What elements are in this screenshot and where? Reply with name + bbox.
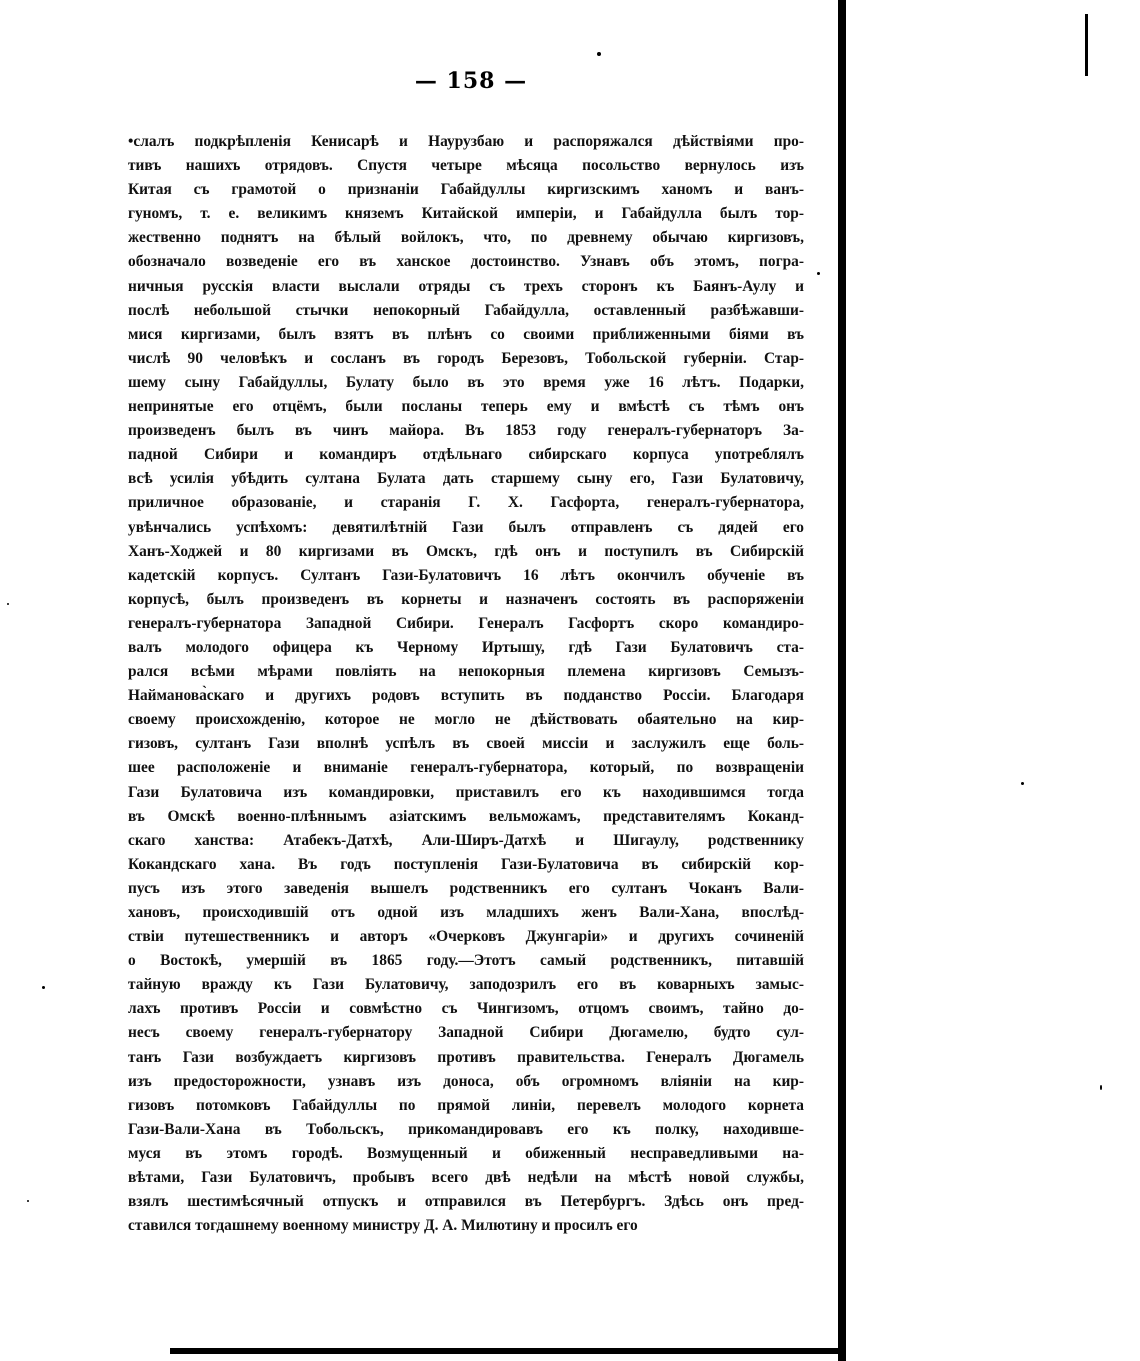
text-line: корпусѣ, былъ произведенъ въ корнеты и назначенъ состоять въ распоряженіи — [128, 590, 804, 608]
text-line: ставился тогдашнему военному министру Д. А. Милютину и просилъ его — [128, 1217, 638, 1235]
text-line: послѣ небольшой стычки непокорный Габайдулла, оставленный разбѣжавши- — [128, 301, 804, 319]
text-line: несъ своему генералъ-губернатору Западной Сибири Дюгамелю, будто сул- — [128, 1024, 804, 1042]
page-gutter-shadow — [838, 0, 846, 1361]
text-line: мися киргизами, былъ взятъ въ плѣнъ со своими приближенными біями въ — [128, 325, 804, 343]
text-line: лахъ противъ Россіи и совмѣстно съ Чингизомъ, отцомъ своимъ, тайно до- — [128, 1000, 804, 1018]
text-line: муся въ этомъ городѣ. Возмущенный и обиженный несправедливыми на- — [128, 1144, 804, 1162]
body-text — [128, 130, 804, 1238]
text-line: произведенъ былъ въ чинъ майора. Въ 1853 году генералъ-губернаторъ За- — [128, 422, 804, 440]
text-line: увѣнчались успѣхомъ: девятилѣтній Гази былъ отправленъ съ дядей его — [128, 518, 804, 536]
text-line: непринятые его отцёмъ, были посланы теперь ему и вмѣстѣ съ тѣмъ онъ — [128, 398, 804, 416]
text-line: ничныя русскія власти выслали отряды съ трехъ сторонъ къ Баянъ-Аулу и — [128, 277, 804, 295]
text-line: шее расположеніе и вниманіе генералъ-губернатора, который, по возвращеніи — [128, 759, 804, 777]
text-line: о Востокѣ, умершій въ 1865 году.—Этотъ самый родственникъ, питавшій — [128, 952, 804, 970]
text-line: своему происхожденію, которое не могло не дѣйствовать обаятельно на кир- — [128, 711, 804, 729]
scan-speck — [817, 272, 820, 275]
scan-speck — [597, 52, 601, 56]
scan-speck — [42, 986, 45, 989]
text-line: жественно поднятъ на бѣлый войлокъ, что, по древнему обычаю киргизовъ, — [128, 229, 804, 247]
text-line: ствіи путешественникъ и авторъ «Очерковъ Джунгаріи» и другихъ сочиненій — [128, 928, 804, 946]
text-line: валъ молодого офицера къ Черному Иртышу, гдѣ Гази Булатовичъ ста- — [128, 638, 804, 656]
text-line: обозначало возведеніе его въ ханское достоинство. Узнавъ объ этомъ, погра- — [128, 253, 804, 271]
page-bottom-edge — [170, 1348, 842, 1354]
text-line: танъ Гази возбуждаетъ киргизовъ противъ правительства. Генералъ Дюгамель — [128, 1048, 804, 1066]
scan-speck — [1100, 1085, 1102, 1090]
text-line: пусъ изъ этого заведенія вышелъ родственникъ его султанъ Чоканъ Вали- — [128, 879, 804, 897]
margin-pen-mark — [1085, 14, 1088, 76]
scan-speck — [27, 1200, 29, 1202]
text-line: Гази Булатовича изъ командировки, приставилъ его къ находившимся тогда — [128, 783, 804, 801]
text-line: приличное образованіе, и старанія Г. Х. Гасфорта, генералъ-губернатора, — [128, 494, 804, 512]
text-line: рался всѣми мѣрами повліять на непокорныя племена киргизовъ Семызъ- — [128, 663, 804, 681]
text-line: вѣтами, Гази Булатовичъ, пробывъ всего двѣ недѣли на мѣстѣ новой службы, — [128, 1169, 804, 1187]
scan-speck — [1021, 782, 1024, 785]
text-line: тайную вражду къ Гази Булатовичу, заподозрилъ его въ коварныхъ замыс- — [128, 976, 804, 994]
text-line: гизовъ, султанъ Гази вполнѣ успѣлъ въ своей миссіи и заслужилъ еще боль- — [128, 735, 804, 753]
text-line: Найманова̀скаго и другихъ родовъ вступить въ подданство Россіи. Благодаря — [128, 687, 804, 705]
text-line: шему сыну Габайдуллы, Булату было въ это время уже 16 лѣтъ. Подарки, — [128, 373, 804, 391]
text-line: скаго ханства: Атабекъ-Датхѣ, Али-Ширъ-Датхѣ и Шигаулу, родственнику — [128, 831, 804, 849]
text-line: Китая съ грамотой о признаніи Габайдуллы киргизскимъ ханомъ и ванъ- — [128, 181, 804, 199]
text-line: гизовъ потомковъ Габайдуллы по прямой линіи, перевелъ молодого корнета — [128, 1096, 804, 1114]
text-line: изъ предосторожности, узнавъ изъ доноса, объ огромномъ вліяніи на кир- — [128, 1072, 804, 1090]
scan-speck — [7, 603, 9, 605]
text-line: Кокандскаго хана. Въ годъ поступленія Гази-Булатовича въ сибирскій кор- — [128, 855, 804, 873]
page-number: — 158 — — [414, 68, 528, 94]
text-line: всѣ усилія убѣдить султана Булата дать старшему сыну его, Гази Булатовичу, — [128, 470, 804, 488]
text-line: взялъ шестимѣсячный отпускъ и отправился въ Петербургъ. Здѣсь онъ пред- — [128, 1193, 804, 1211]
text-line: кадетскій корпусъ. Султанъ Гази-Булатовичъ 16 лѣтъ окончилъ обученіе въ — [128, 566, 804, 584]
text-line: числѣ 90 человѣкъ и сосланъ въ городъ Березовъ, Тобольской губерніи. Стар- — [128, 349, 804, 367]
text-line: •слалъ подкрѣпленія Кенисарѣ и Наурузбаю и распоряжался дѣйствіями про- — [128, 133, 804, 150]
text-line: гуномъ, т. е. великимъ княземъ Китайской имперіи, и Габайдулла былъ тор- — [128, 205, 804, 223]
text-line: Гази-Вали-Хана въ Тобольскъ, прикомандировавъ его къ полку, находившe- — [128, 1120, 804, 1138]
text-line: тивъ нашихъ отрядовъ. Спустя четыре мѣсяца посольство вернулось изъ — [128, 157, 804, 175]
text-line: падной Сибири и командиръ отдѣльнаго сибирскаго корпуса употреблялъ — [128, 446, 804, 464]
text-line: генералъ-губернатора Западной Сибири. Генералъ Гасфортъ скоро командиро- — [128, 614, 804, 632]
text-line: Ханъ-Ходжей и 80 киргизами въ Омскъ, гдѣ онъ и поступилъ въ Сибирскій — [128, 542, 804, 560]
text-line: въ Омскѣ военно-плѣннымъ азіатскимъ вельможамъ, представителямъ Коканд- — [128, 807, 804, 825]
text-line: хановъ, происходившій отъ одной изъ младшихъ женъ Вали-Хана, впослѣд- — [128, 904, 804, 921]
